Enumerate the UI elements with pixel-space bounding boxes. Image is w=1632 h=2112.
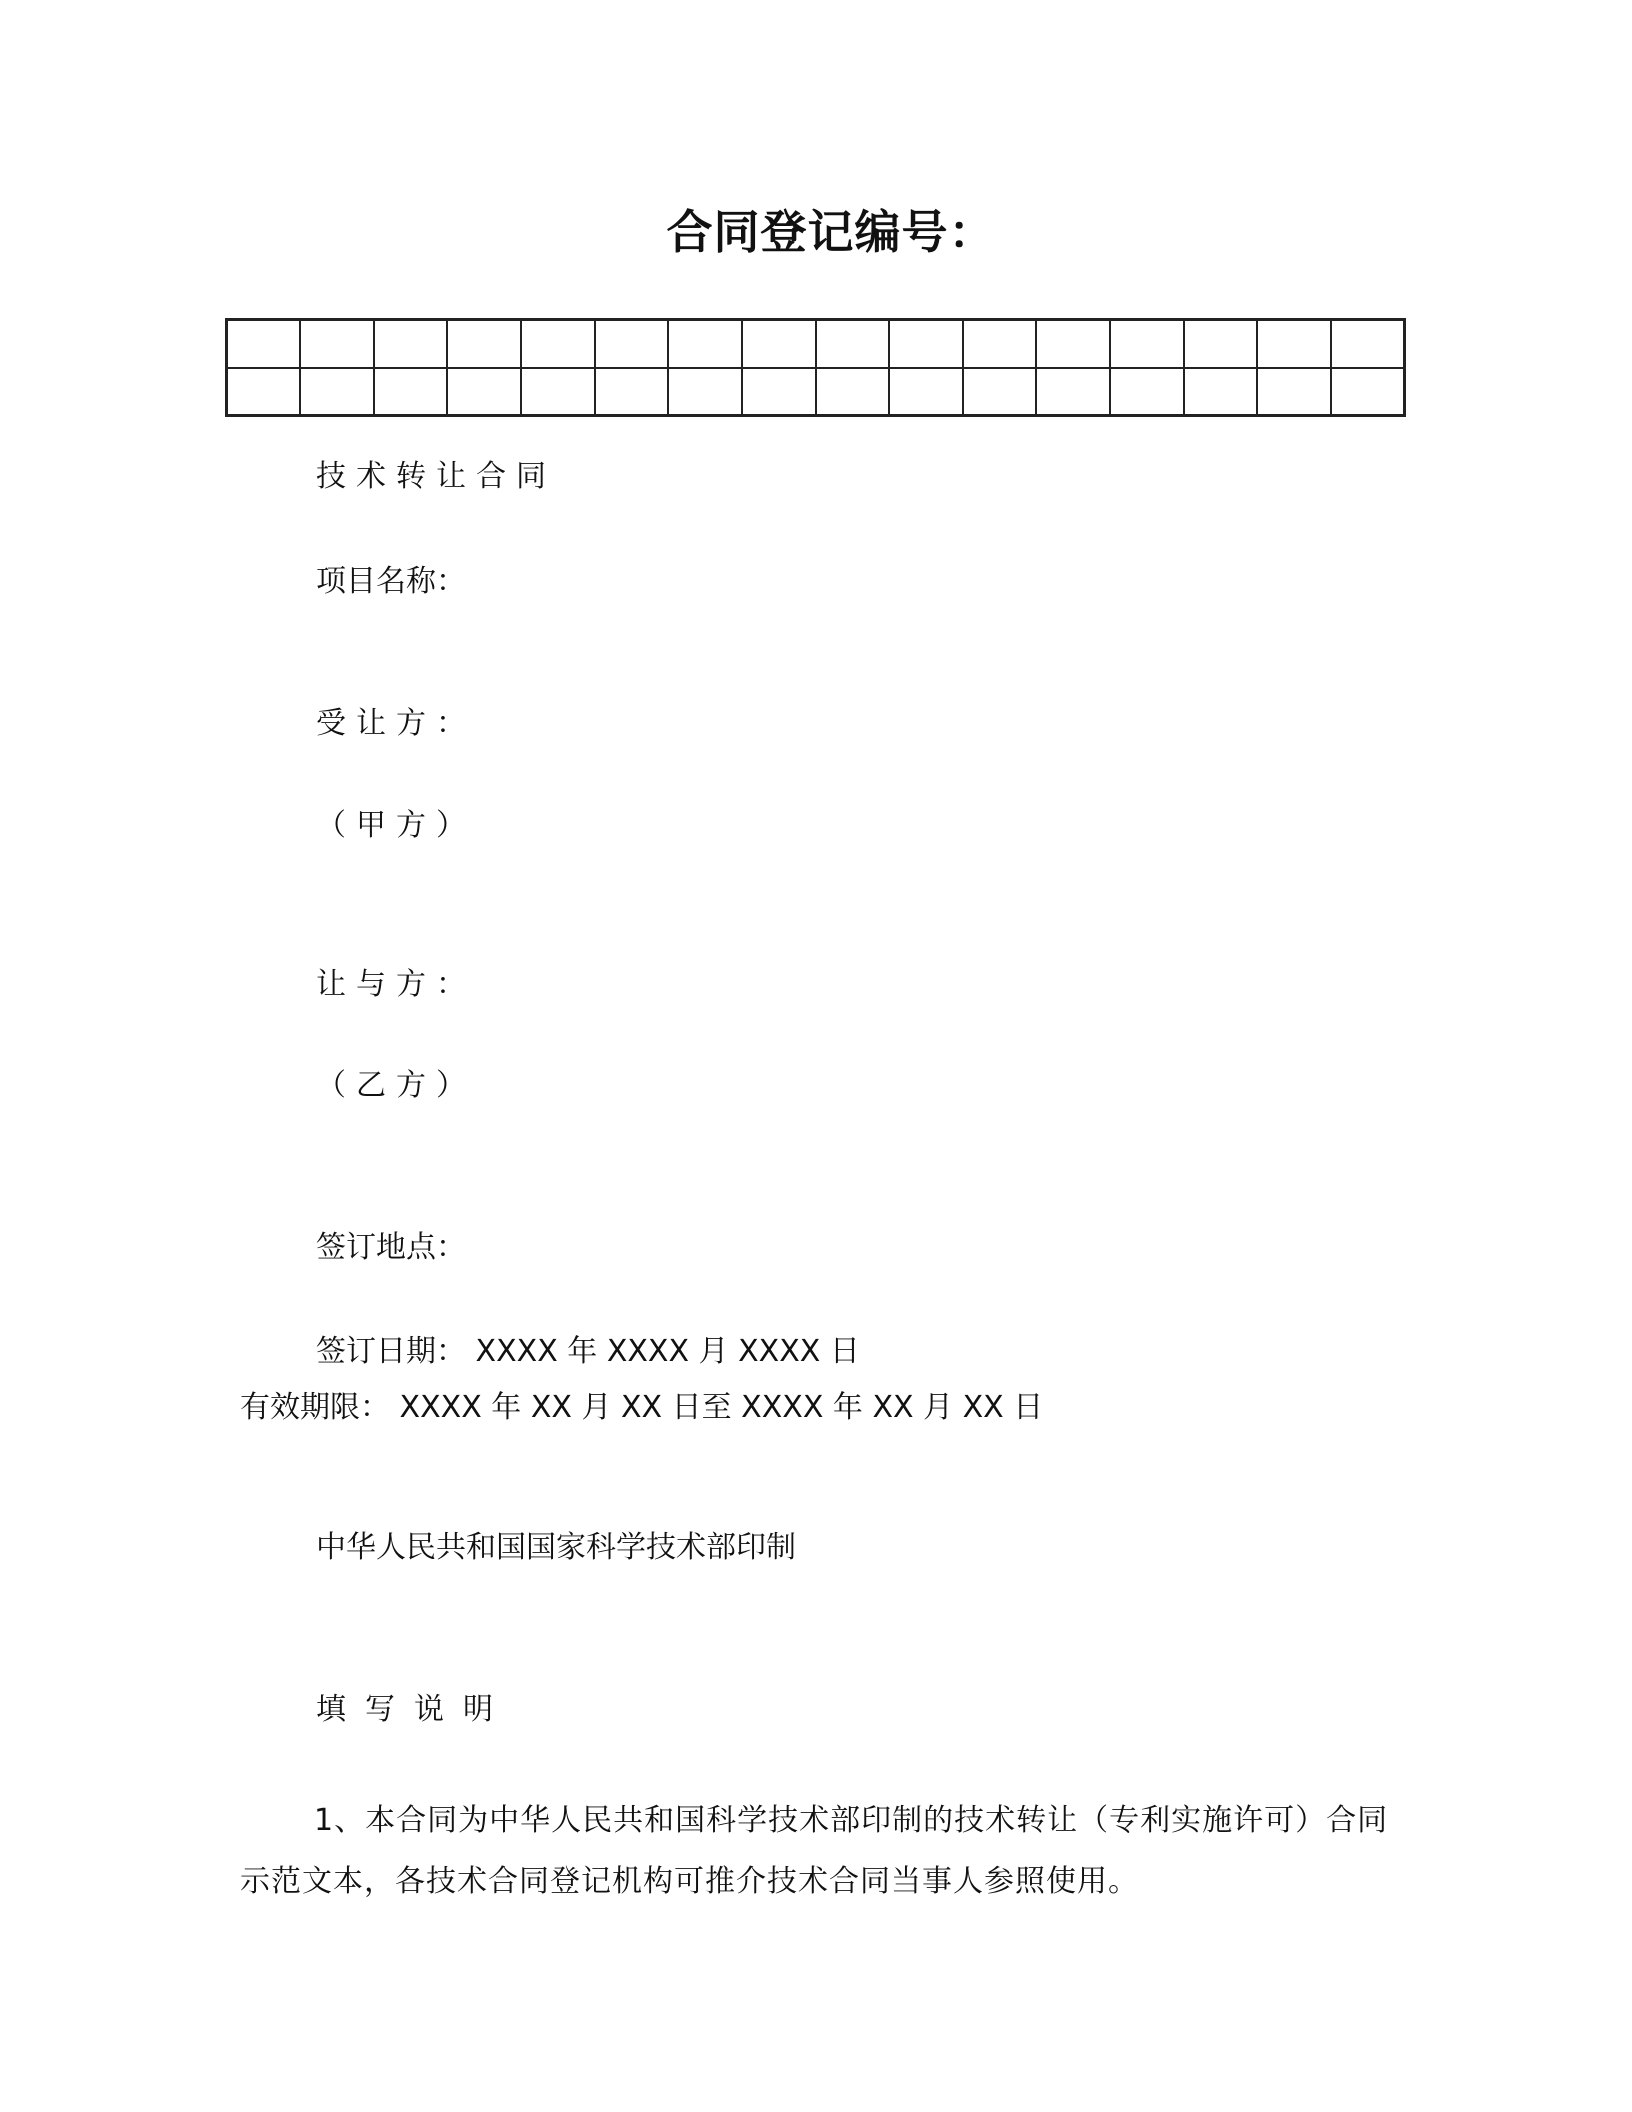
grid-cell: [227, 368, 301, 416]
grid-cell: [1184, 320, 1258, 368]
contract-type-heading: 技术转让合同: [316, 459, 556, 494]
assignor-label: 让与方：: [316, 967, 476, 1002]
grid-cell: [300, 368, 374, 416]
grid-cell: [1331, 320, 1405, 368]
signing-date-line: 签订日期： XXXX 年 XXXX 月 XXXX 日: [316, 1334, 860, 1369]
grid-cell: [1110, 368, 1184, 416]
grid-cell: [1036, 320, 1110, 368]
grid-cell: [595, 320, 669, 368]
grid-cell: [1331, 368, 1405, 416]
grid-cell: [742, 368, 816, 416]
grid-cell: [816, 368, 890, 416]
grid-cell: [300, 320, 374, 368]
issuer-line: 中华人民共和国国家科学技术部印制: [316, 1530, 796, 1565]
grid-cell: [1110, 320, 1184, 368]
grid-cell: [889, 368, 963, 416]
grid-cell: [1036, 368, 1110, 416]
registration-number-grid: [225, 318, 1406, 417]
instructions-item-1: 1、本合同为中华人民共和国科学技术部印制的技术转让（专利实施许可）合同示范文本，各技术合同登记机构可推介技术合同当事人参照使用。: [240, 1803, 1389, 1899]
grid-cell: [816, 320, 890, 368]
instructions-heading: 填写说明: [316, 1692, 512, 1727]
signing-place-label: 签订地点：: [316, 1230, 466, 1265]
grid-cell: [963, 368, 1037, 416]
grid-cell: [227, 320, 301, 368]
project-name-label: 项目名称：: [316, 564, 466, 599]
grid-row: [227, 320, 1405, 368]
grid-cell: [374, 320, 448, 368]
grid-cell: [447, 368, 521, 416]
grid-cell: [595, 368, 669, 416]
grid-cell: [521, 320, 595, 368]
grid-cell: [1257, 320, 1331, 368]
party-b-label: （乙方）: [316, 1068, 476, 1103]
grid-cell: [447, 320, 521, 368]
assignee-label: 受让方：: [316, 706, 476, 741]
grid-row: [227, 368, 1405, 416]
grid-cell: [668, 368, 742, 416]
grid-cell: [963, 320, 1037, 368]
party-a-label: （甲方）: [316, 808, 476, 843]
grid-cell: [1184, 368, 1258, 416]
validity-period-line: 有效期限： XXXX 年 XX 月 XX 日至 XXXX 年 XX 月 XX 日: [240, 1390, 1044, 1425]
grid-cell: [1257, 368, 1331, 416]
grid-cell: [668, 320, 742, 368]
grid-cell: [889, 320, 963, 368]
page-title: 合同登记编号：: [666, 205, 996, 259]
grid-cell: [521, 368, 595, 416]
grid-cell: [374, 368, 448, 416]
grid-cell: [742, 320, 816, 368]
